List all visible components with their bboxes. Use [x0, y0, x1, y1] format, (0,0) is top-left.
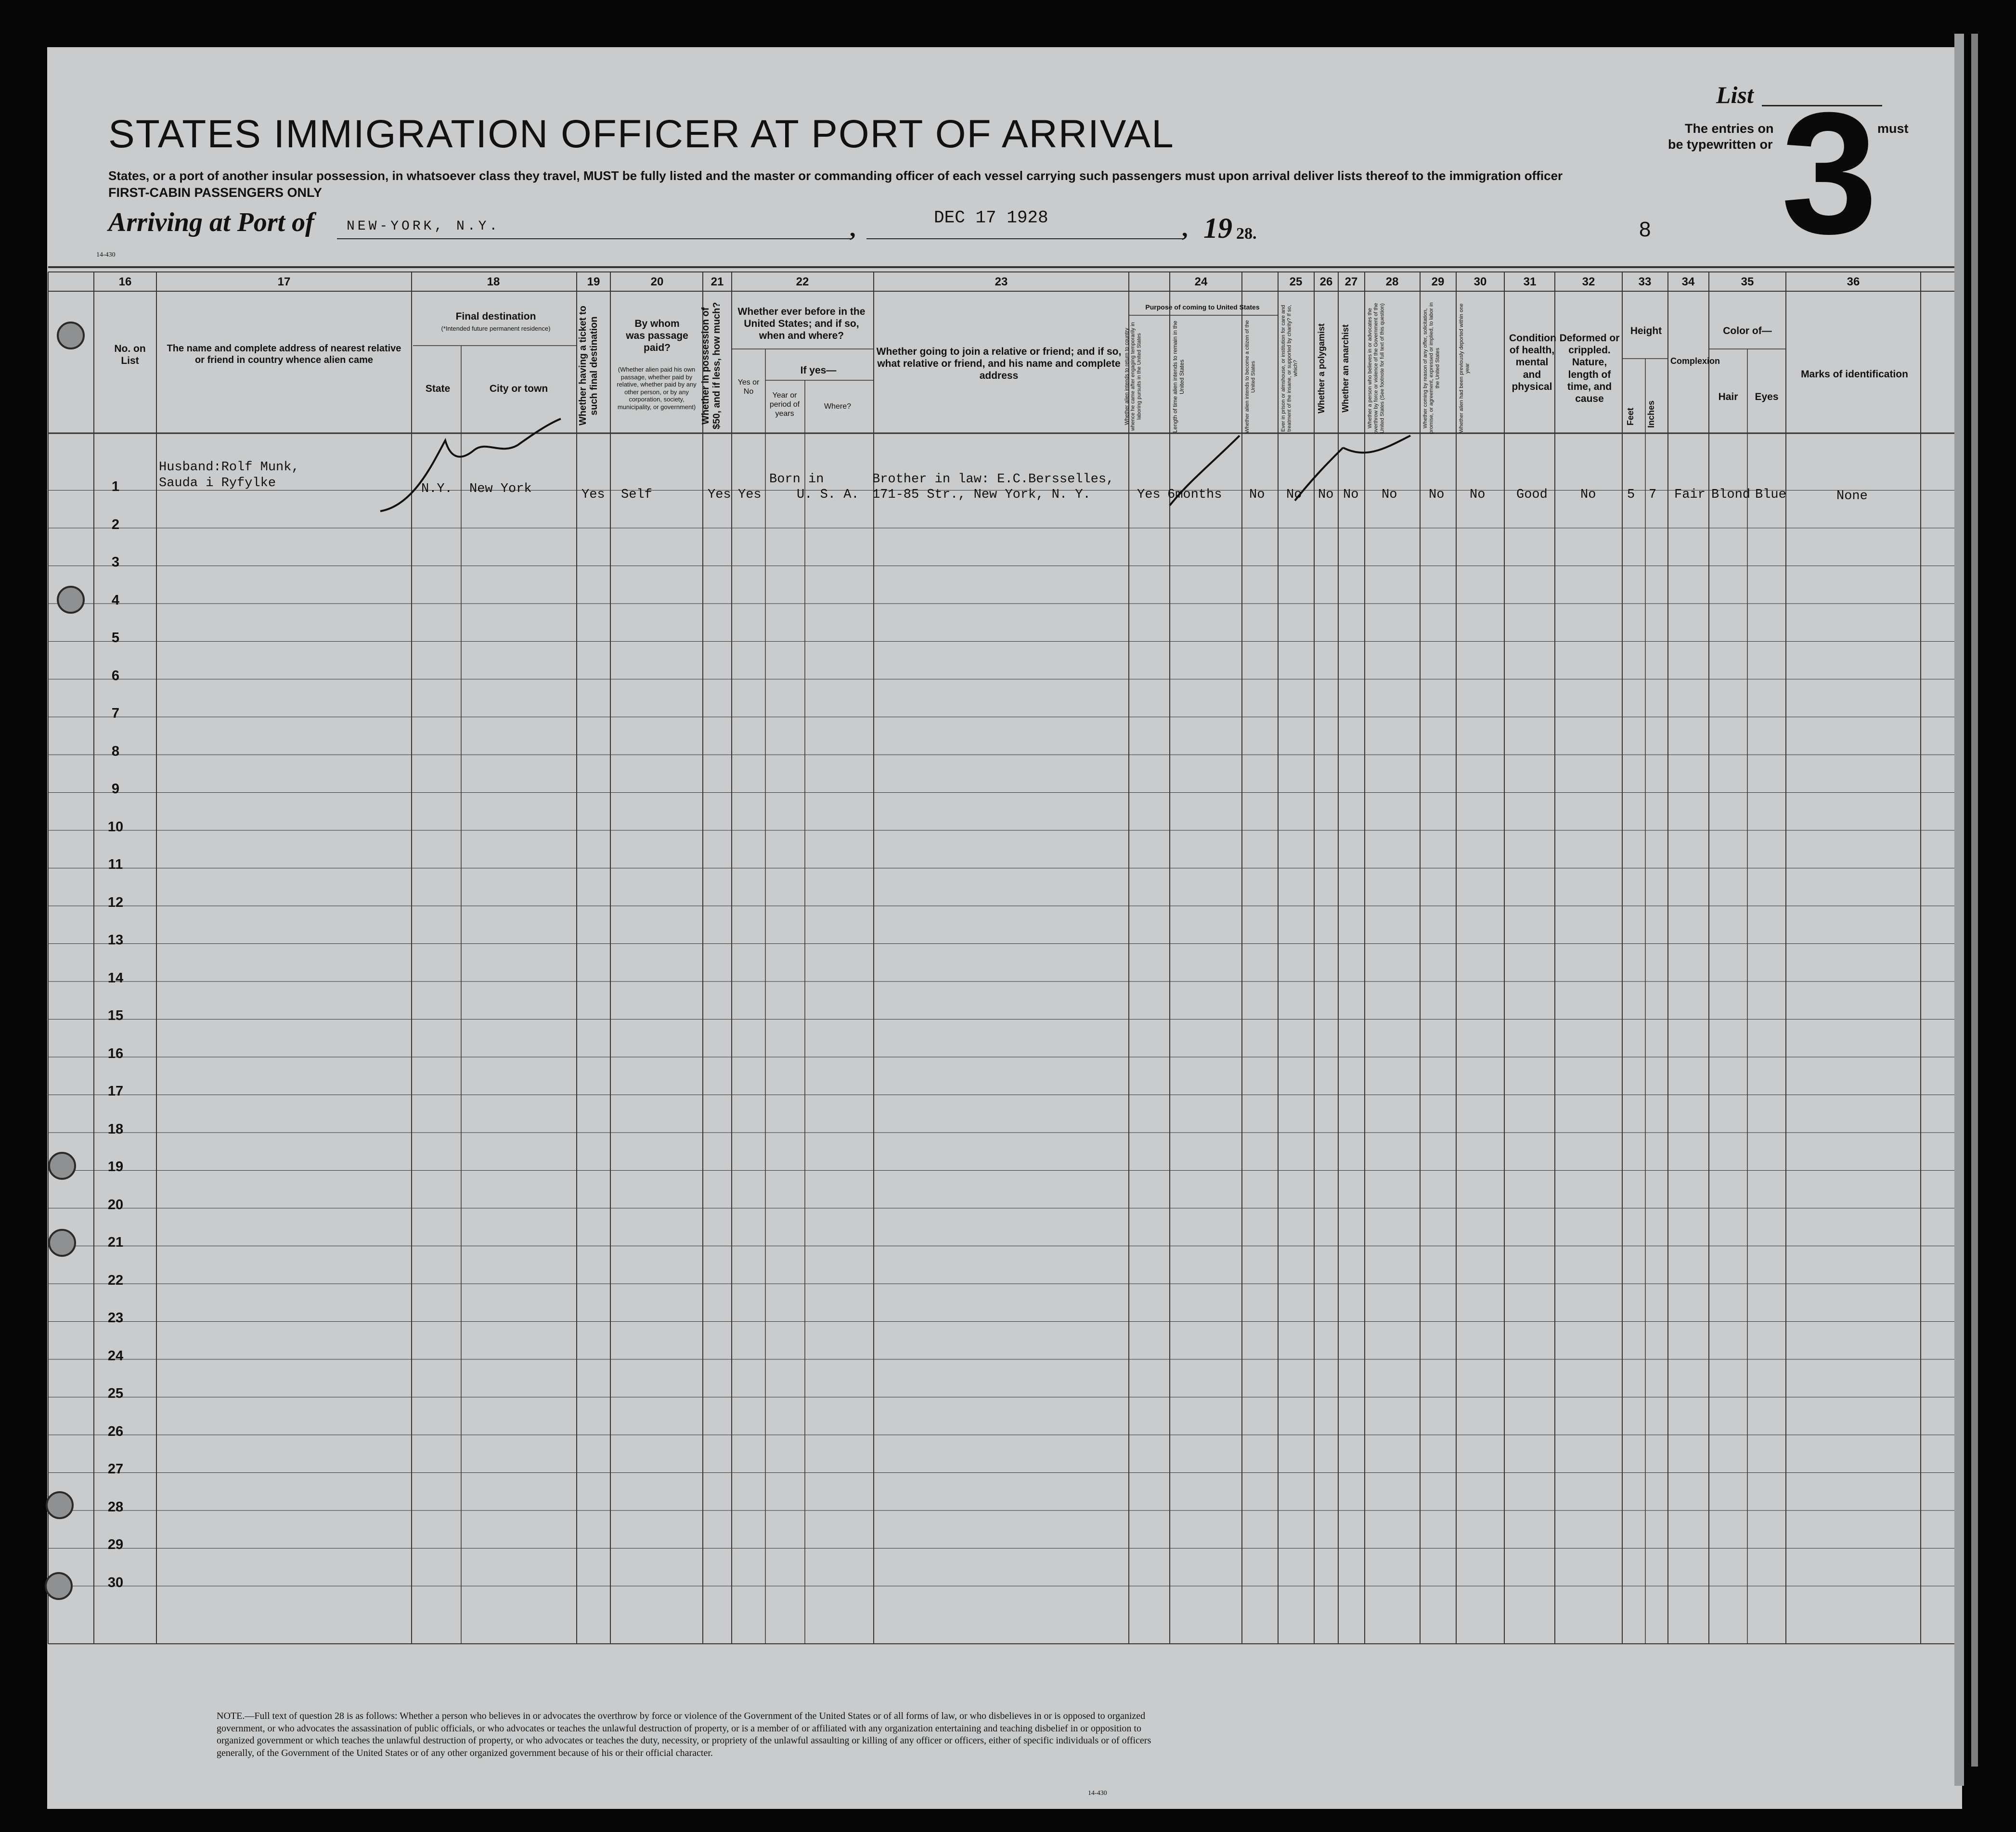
- col22-ifyes: If yes—: [800, 365, 837, 376]
- comma: ,: [1182, 215, 1188, 242]
- col29-header: Whether coming by reason of any offer, solicitation, promise, or agreement, expressed or implied, to labor in the United States: [1422, 302, 1441, 434]
- row-number: 23: [107, 1310, 124, 1326]
- binder-hole: [48, 1152, 76, 1180]
- inches-value: 7: [1649, 488, 1657, 502]
- column-number: 28: [1385, 275, 1399, 288]
- col34-header: Complexion: [1670, 356, 1720, 366]
- col18-header: Final destination: [455, 311, 536, 322]
- col27-header: Whether an anarchist: [1341, 324, 1350, 413]
- before-in-us-value: Yes: [738, 488, 762, 502]
- port-value: NEW-YORK, N.Y.: [347, 219, 501, 234]
- marks-value: None: [1836, 489, 1868, 503]
- q29-value: No: [1429, 488, 1445, 502]
- sheet-mark: 8: [1639, 218, 1651, 241]
- deformed-value: No: [1580, 488, 1596, 502]
- column-number: 32: [1582, 275, 1595, 288]
- binder-hole: [46, 1491, 74, 1519]
- row-number: 6: [111, 668, 120, 684]
- row-number: 15: [107, 1008, 124, 1023]
- col16-header: No. on List: [114, 343, 146, 367]
- col33-feet: Feet: [1626, 407, 1635, 426]
- list-number: 3: [1781, 77, 1878, 270]
- health-value: Good: [1516, 488, 1548, 502]
- column-number: 24: [1194, 275, 1208, 288]
- row-number: 17: [107, 1084, 124, 1099]
- column-number: 36: [1847, 275, 1860, 288]
- binder-hole: [45, 1572, 73, 1600]
- col22-header: Whether ever before in the United States; and if so, when and where?: [737, 306, 866, 342]
- row-number: 16: [107, 1045, 124, 1061]
- row-number: 18: [107, 1121, 124, 1137]
- hair-value: Blond: [1711, 488, 1751, 502]
- feet-value: 5: [1627, 488, 1635, 502]
- citizen-value: No: [1249, 488, 1265, 502]
- destination-city: New York: [469, 482, 532, 496]
- column-number: 30: [1473, 275, 1487, 288]
- ticket-value: Yes: [582, 488, 605, 502]
- col19-header: Whether having a ticket to such final destination: [578, 306, 599, 426]
- col24-header: Purpose of coming to United States: [1145, 303, 1260, 311]
- row-number: 3: [111, 555, 120, 570]
- col25-header: Ever in prison or almshouse, or institution for care and treatment of the insane, or supported by charity? If so, which?: [1280, 305, 1299, 432]
- col31-header: Condition of health, mental and physical: [1509, 333, 1556, 392]
- column-number: 33: [1638, 275, 1652, 288]
- binder-hole: [48, 1229, 76, 1257]
- col24-length: Length of time alien intends to remain in the United States: [1172, 321, 1185, 433]
- row-number: 4: [111, 592, 120, 608]
- form-class: FIRST-CABIN PASSENGERS ONLY: [108, 185, 323, 200]
- row-number: 8: [111, 743, 120, 759]
- q28-value: No: [1382, 488, 1397, 502]
- period-value: Born in: [769, 472, 824, 487]
- list-label: List: [1716, 81, 1754, 108]
- column-number: 20: [650, 275, 664, 288]
- col20-header: By whom was passage paid?: [626, 318, 688, 354]
- period-value: U. S. A.: [797, 488, 859, 502]
- col18-note: (*Intended future permanent residence): [441, 325, 551, 332]
- col32-header: Deformed or crippled. Nature, length of time, and cause: [1559, 333, 1620, 404]
- year-prefix: 19: [1203, 212, 1232, 244]
- destination-state: N.Y.: [421, 482, 452, 496]
- year-suffix: 28.: [1236, 225, 1257, 243]
- col20-note: (Whether alien paid his own passage, whether paid by relative, whether paid by any other person, or by any corporation, society, municipality, or government): [617, 366, 697, 411]
- row-number: 26: [107, 1423, 124, 1439]
- return-intent-value: Yes: [1137, 488, 1161, 502]
- form-instructions: States, or a port of another insular possession, in whatsoever class they travel, MUST be fully listed and the master or commanding officer of each vessel carrying such passengers must upon arrival deliver lists thereof to the immigration officer: [108, 168, 1563, 183]
- date-stamp: DEC 17 1928: [934, 208, 1048, 228]
- col26-header: Whether a polygamist: [1317, 323, 1326, 413]
- row-number: 7: [111, 706, 120, 721]
- col35-eyes: Eyes: [1755, 391, 1779, 402]
- row-number: 28: [107, 1499, 124, 1515]
- col28-header: Whether a person who believes in or advocates the overthrow by force or violence of the Government of the United States (See footnote for full text of this question): [1367, 303, 1385, 434]
- row-number: 30: [107, 1574, 124, 1590]
- length-stay-value: 6months: [1167, 488, 1222, 502]
- column-number: 16: [118, 275, 132, 288]
- col23-header: Whether going to join a relative or friend; and if so, what relative or friend, and his name and complete address: [876, 346, 1122, 382]
- anarchist-value: No: [1343, 488, 1359, 502]
- footnote-code: 14-430: [1088, 1790, 1107, 1797]
- row-number: 11: [108, 857, 123, 872]
- row-number: 29: [107, 1537, 124, 1552]
- col17-header: The name and complete address of nearest relative or friend in country whence alien came: [167, 343, 401, 365]
- col35-hair: Hair: [1718, 391, 1738, 402]
- column-number: 31: [1523, 275, 1537, 288]
- col21-header: Whether in possession of $50, and if less, how much?: [700, 302, 722, 430]
- row-number: 5: [111, 630, 120, 645]
- col33-header: Height: [1630, 325, 1662, 336]
- column-number: 29: [1431, 275, 1445, 288]
- footnote: NOTE.—Full text of question 28 is as follows: Whether a person who believes in or advocates the overthrow by force or violence of the Government of the United States or of all forms of law, or who disbelieves in or is opposed to organized government, or who advocates the assassination of public officials, or who advocates or teaches the unlawful destruction of property, or is a member of or affiliated with any organization entertaining and teaching disbelief in or opposition to organized government or which teaches the unlawful destruction of property, or who advocates or teaches the duty, necessity, or propriety of the unlawful assaulting or killing of any officer or officers, either of specific individuals or of officers generally, of the Government of the United States or of any other organized government because of his or their official character.: [217, 1711, 1151, 1758]
- row-number: 12: [107, 894, 124, 910]
- row-number: 22: [107, 1272, 124, 1288]
- column-number: 27: [1344, 275, 1358, 288]
- column-number: 17: [277, 275, 291, 288]
- arriving-label: Arriving at Port of: [108, 207, 314, 237]
- column-number: 34: [1681, 275, 1695, 288]
- form-title: STATES IMMIGRATION OFFICER AT PORT OF ARRIVAL: [108, 112, 1175, 156]
- col33-inches: Inches: [1646, 400, 1656, 428]
- joining-value: Brother in law: E.C.Bersselles,: [872, 472, 1114, 487]
- entries-note: be typewritten or: [1668, 137, 1773, 152]
- col36-header: Marks of identification: [1801, 369, 1908, 380]
- column-number: 26: [1319, 275, 1333, 288]
- row-number: 25: [107, 1386, 124, 1401]
- col22-where: Where?: [824, 402, 852, 411]
- col24-citizen: Whether alien intends to become a citizen of the United States: [1244, 320, 1256, 433]
- comma: ,: [850, 215, 856, 242]
- column-number: 21: [711, 275, 724, 288]
- col24-return: Whether alien intends to return to country whence he came after engaging temporarily in laboring pursuits in the United States: [1124, 322, 1142, 431]
- col22-yesno: Yes or No: [737, 378, 760, 396]
- q30-value: No: [1470, 488, 1486, 502]
- binder-hole: [57, 586, 85, 614]
- column-number: 19: [587, 275, 600, 288]
- form-code: 14-430: [96, 251, 116, 258]
- col35-header: Color of—: [1723, 325, 1772, 336]
- column-number: 23: [995, 275, 1008, 288]
- eyes-value: Blue: [1755, 488, 1786, 502]
- paid-by-value: Self: [621, 488, 652, 502]
- polygamist-value: No: [1318, 488, 1334, 502]
- row-number: 24: [107, 1348, 124, 1364]
- column-number: 18: [487, 275, 500, 288]
- col30-header: Whether alien had been previously deported within one year: [1459, 303, 1471, 433]
- col18-state: State: [425, 383, 451, 394]
- row-number: 20: [107, 1197, 124, 1213]
- entries-note: The entries on: [1685, 121, 1774, 136]
- binder-hole: [57, 322, 85, 349]
- complexion-value: Fair: [1674, 488, 1706, 502]
- row-number: 13: [107, 932, 124, 948]
- col22-period: Year or period of years: [769, 391, 800, 418]
- prison-value: No: [1286, 488, 1302, 502]
- entries-note-must: must: [1877, 121, 1909, 136]
- column-number: 35: [1741, 275, 1754, 288]
- column-number: 22: [796, 275, 809, 288]
- joining-address: 171-85 Str., New York, N. Y.: [872, 488, 1091, 502]
- row-number: 27: [107, 1461, 124, 1477]
- row-number: 19: [107, 1159, 124, 1174]
- row-number: 21: [107, 1235, 124, 1250]
- money-value: Yes: [708, 488, 731, 502]
- col18-city: City or town: [489, 383, 548, 394]
- row-number: 9: [111, 781, 120, 797]
- relative-name: Husband:Rolf Munk,: [159, 460, 299, 475]
- row-number: 2: [111, 516, 120, 532]
- relative-address: Sauda i Ryfylke: [159, 476, 276, 490]
- row-number: 10: [107, 819, 124, 835]
- row-number: 14: [107, 970, 124, 986]
- row-number: 1: [111, 479, 120, 494]
- column-number: 25: [1289, 275, 1303, 288]
